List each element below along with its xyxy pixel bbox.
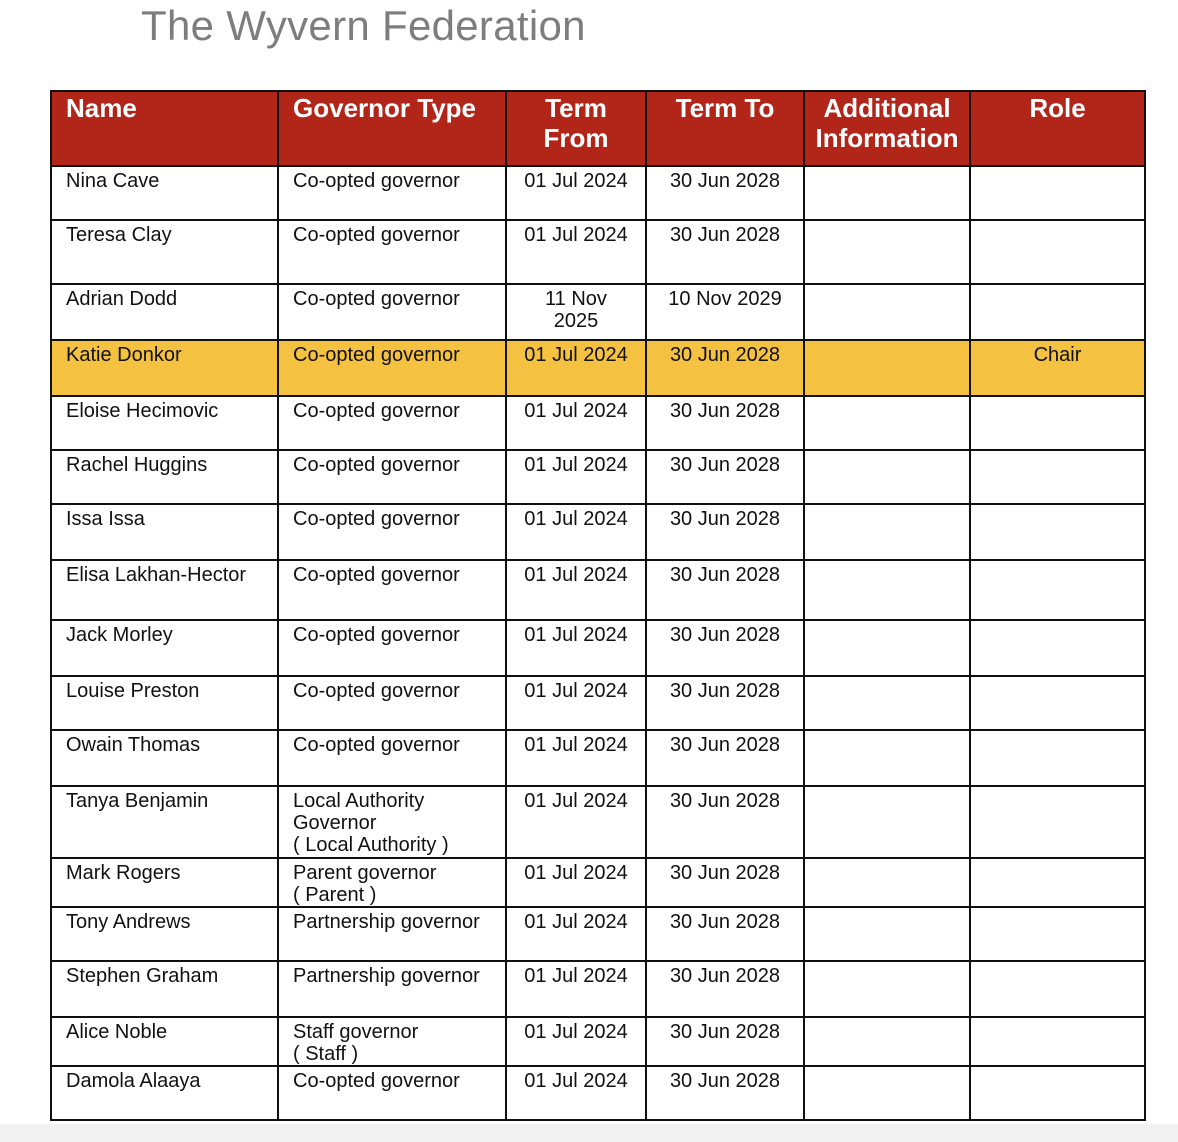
cell-role	[970, 907, 1145, 961]
cell-text: Co-opted governor	[293, 288, 460, 310]
cell-text: 11 Nov	[545, 288, 607, 310]
cell-name	[51, 961, 278, 1017]
cell-term-to	[646, 961, 804, 1017]
cell-text: 01 Jul 2024	[524, 224, 628, 246]
cell-name	[51, 560, 278, 620]
cell-additional-information	[804, 220, 970, 284]
cell-role	[970, 450, 1145, 504]
cell-additional-information	[804, 786, 970, 858]
cell-name	[51, 220, 278, 284]
table-row	[51, 676, 1145, 730]
cell-role	[970, 730, 1145, 786]
cell-additional-information	[804, 620, 970, 676]
cell-term-from	[506, 1017, 646, 1066]
cell-text: 01 Jul 2024	[524, 344, 628, 366]
table-row	[51, 730, 1145, 786]
page-title: The Wyvern Federation	[141, 2, 586, 49]
cell-governor-type	[278, 340, 506, 396]
cell-text: 30 Jun 2028	[669, 224, 781, 246]
cell-text: Chair	[1033, 344, 1082, 366]
cell-additional-information	[804, 166, 970, 220]
cell-additional-information	[804, 907, 970, 961]
column-header-additional-information: Additional Information	[804, 91, 970, 166]
table-header-row	[51, 91, 1145, 166]
cell-role	[970, 560, 1145, 620]
table-row	[51, 284, 1145, 340]
cell-term-from	[506, 396, 646, 450]
cell-governor-type	[278, 907, 506, 961]
cell-text: Co-opted governor	[293, 170, 460, 192]
cell-text: Co-opted governor	[293, 734, 460, 756]
cell-governor-type	[278, 1066, 506, 1120]
cell-text: 30 Jun 2028	[669, 911, 781, 933]
cell-governor-type	[278, 560, 506, 620]
cell-additional-information	[804, 1066, 970, 1120]
cell-text: Katie Donkor	[66, 344, 182, 366]
cell-term-from	[506, 340, 646, 396]
cell-additional-information	[804, 504, 970, 560]
cell-name	[51, 1017, 278, 1066]
cell-text: Co-opted governor	[293, 400, 460, 422]
cell-text: Governor	[293, 812, 377, 834]
cell-governor-type	[278, 450, 506, 504]
column-header-term-from: Term From	[506, 91, 646, 166]
cell-text: 01 Jul 2024	[524, 965, 628, 987]
cell-term-to	[646, 858, 804, 907]
cell-text: Co-opted governor	[293, 1070, 460, 1092]
table-row	[51, 504, 1145, 560]
cell-text: 01 Jul 2024	[524, 454, 628, 476]
cell-governor-type	[278, 284, 506, 340]
table-row	[51, 620, 1145, 676]
cell-additional-information	[804, 284, 970, 340]
cell-name	[51, 858, 278, 907]
cell-text: 01 Jul 2024	[524, 564, 628, 586]
cell-term-from	[506, 620, 646, 676]
cell-text: Mark Rogers	[66, 862, 181, 884]
cell-term-from	[506, 907, 646, 961]
cell-governor-type	[278, 166, 506, 220]
cell-text: Damola Alaaya	[66, 1070, 201, 1092]
cell-additional-information	[804, 450, 970, 504]
cell-term-to	[646, 730, 804, 786]
cell-text: Teresa Clay	[66, 224, 172, 246]
cell-role	[970, 786, 1145, 858]
table-row	[51, 560, 1145, 620]
cell-name	[51, 166, 278, 220]
cell-name	[51, 450, 278, 504]
cell-role	[970, 220, 1145, 284]
cell-text: 30 Jun 2028	[669, 624, 781, 646]
cell-text: Co-opted governor	[293, 624, 460, 646]
cell-term-from	[506, 730, 646, 786]
cell-text: 30 Jun 2028	[669, 1021, 781, 1043]
cell-text: Partnership governor	[293, 965, 480, 987]
cell-text: Owain Thomas	[66, 734, 201, 756]
cell-term-to	[646, 620, 804, 676]
cell-text: ( Parent )	[293, 884, 377, 906]
cell-text: 01 Jul 2024	[524, 1070, 628, 1092]
cell-additional-information	[804, 730, 970, 786]
cell-term-to	[646, 786, 804, 858]
cell-role	[970, 858, 1145, 907]
cell-text: Eloise Hecimovic	[66, 400, 219, 422]
cell-term-from	[506, 786, 646, 858]
cell-term-from	[506, 504, 646, 560]
cell-text: Adrian Dodd	[66, 288, 178, 310]
cell-term-from	[506, 961, 646, 1017]
cell-text: Tony Andrews	[66, 911, 191, 933]
cell-role	[970, 284, 1145, 340]
cell-text: 30 Jun 2028	[669, 400, 781, 422]
table-body	[51, 166, 1145, 1120]
cell-name	[51, 340, 278, 396]
cell-text: 30 Jun 2028	[669, 680, 781, 702]
table-row	[51, 340, 1145, 396]
cell-text: 01 Jul 2024	[524, 624, 628, 646]
cell-text: Co-opted governor	[293, 224, 460, 246]
cell-name	[51, 1066, 278, 1120]
cell-text: 30 Jun 2028	[669, 344, 781, 366]
cell-text: Partnership governor	[293, 911, 480, 933]
table-row	[51, 907, 1145, 961]
bottom-edge	[0, 1124, 1178, 1142]
cell-term-to	[646, 284, 804, 340]
cell-term-from	[506, 284, 646, 340]
cell-term-from	[506, 1066, 646, 1120]
cell-governor-type	[278, 220, 506, 284]
cell-text: Alice Noble	[66, 1021, 168, 1043]
cell-text: 2025	[553, 310, 599, 332]
cell-role	[970, 676, 1145, 730]
cell-text: 01 Jul 2024	[524, 400, 628, 422]
column-header-role: Role	[970, 91, 1145, 166]
cell-governor-type	[278, 620, 506, 676]
cell-text: 30 Jun 2028	[669, 170, 781, 192]
cell-text: Nina Cave	[66, 170, 160, 192]
cell-role	[970, 1017, 1145, 1066]
cell-role	[970, 961, 1145, 1017]
cell-additional-information	[804, 961, 970, 1017]
cell-term-to	[646, 166, 804, 220]
cell-text: 30 Jun 2028	[669, 508, 781, 530]
cell-governor-type	[278, 396, 506, 450]
table-row	[51, 396, 1145, 450]
cell-role	[970, 396, 1145, 450]
table-row	[51, 786, 1145, 858]
cell-text: ( Local Authority )	[293, 834, 449, 856]
cell-text: 30 Jun 2028	[669, 965, 781, 987]
cell-text: 30 Jun 2028	[669, 790, 781, 812]
cell-name	[51, 284, 278, 340]
cell-additional-information	[804, 340, 970, 396]
cell-text: 30 Jun 2028	[669, 734, 781, 756]
cell-text: Co-opted governor	[293, 454, 460, 476]
cell-term-from	[506, 858, 646, 907]
cell-term-to	[646, 676, 804, 730]
table-row	[51, 858, 1145, 907]
cell-name	[51, 786, 278, 858]
cell-text: 30 Jun 2028	[669, 862, 781, 884]
cell-text: 01 Jul 2024	[524, 790, 628, 812]
column-header-term-to: Term To	[646, 91, 804, 166]
cell-text: Rachel Huggins	[66, 454, 208, 476]
cell-term-from	[506, 676, 646, 730]
cell-term-to	[646, 340, 804, 396]
cell-role	[970, 504, 1145, 560]
cell-term-to	[646, 396, 804, 450]
cell-term-to	[646, 1017, 804, 1066]
cell-text: Tanya Benjamin	[66, 790, 209, 812]
cell-governor-type	[278, 786, 506, 858]
cell-text: Co-opted governor	[293, 344, 460, 366]
cell-additional-information	[804, 396, 970, 450]
governors-table	[50, 90, 1146, 1121]
cell-name	[51, 504, 278, 560]
cell-term-to	[646, 1066, 804, 1120]
cell-text: Stephen Graham	[66, 965, 219, 987]
cell-term-to	[646, 907, 804, 961]
cell-text: 01 Jul 2024	[524, 1021, 628, 1043]
cell-text: 30 Jun 2028	[669, 1070, 781, 1092]
table-row	[51, 450, 1145, 504]
column-header-governor-type: Governor Type	[278, 91, 506, 166]
cell-role	[970, 620, 1145, 676]
table-row	[51, 1066, 1145, 1120]
cell-term-to	[646, 450, 804, 504]
cell-governor-type	[278, 961, 506, 1017]
cell-governor-type	[278, 676, 506, 730]
cell-text: 01 Jul 2024	[524, 170, 628, 192]
cell-term-from	[506, 166, 646, 220]
cell-text: Elisa Lakhan-Hector	[66, 564, 247, 586]
cell-governor-type	[278, 504, 506, 560]
cell-governor-type	[278, 1017, 506, 1066]
cell-text: 01 Jul 2024	[524, 680, 628, 702]
table-row	[51, 220, 1145, 284]
cell-term-from	[506, 560, 646, 620]
cell-additional-information	[804, 560, 970, 620]
cell-text: ( Staff )	[293, 1043, 359, 1065]
cell-text: Louise Preston	[66, 680, 200, 702]
cell-text: Staff governor	[293, 1021, 419, 1043]
cell-text: 01 Jul 2024	[524, 508, 628, 530]
cell-role	[970, 166, 1145, 220]
cell-text: 30 Jun 2028	[669, 564, 781, 586]
cell-name	[51, 730, 278, 786]
cell-text: Issa Issa	[66, 508, 145, 530]
cell-text: 01 Jul 2024	[524, 911, 628, 933]
cell-term-to	[646, 504, 804, 560]
cell-term-from	[506, 220, 646, 284]
cell-additional-information	[804, 858, 970, 907]
cell-text: Local Authority	[293, 790, 425, 812]
cell-text: Co-opted governor	[293, 564, 460, 586]
cell-governor-type	[278, 858, 506, 907]
cell-additional-information	[804, 1017, 970, 1066]
cell-name	[51, 620, 278, 676]
cell-term-from	[506, 450, 646, 504]
table-row	[51, 166, 1145, 220]
cell-additional-information	[804, 676, 970, 730]
cell-text: Co-opted governor	[293, 508, 460, 530]
cell-name	[51, 676, 278, 730]
cell-text: Jack Morley	[66, 624, 173, 646]
cell-text: 30 Jun 2028	[669, 454, 781, 476]
cell-text: Co-opted governor	[293, 680, 460, 702]
cell-governor-type	[278, 730, 506, 786]
cell-term-to	[646, 560, 804, 620]
cell-text: 01 Jul 2024	[524, 734, 628, 756]
cell-text: 10 Nov 2029	[668, 288, 782, 310]
cell-name	[51, 396, 278, 450]
cell-term-to	[646, 220, 804, 284]
table-row	[51, 961, 1145, 1017]
cell-name	[51, 907, 278, 961]
cell-role	[970, 1066, 1145, 1120]
cell-role	[970, 340, 1145, 396]
column-header-name: Name	[51, 91, 278, 166]
cell-text: 01 Jul 2024	[524, 862, 628, 884]
table-row	[51, 1017, 1145, 1066]
cell-text: Parent governor	[293, 862, 437, 884]
